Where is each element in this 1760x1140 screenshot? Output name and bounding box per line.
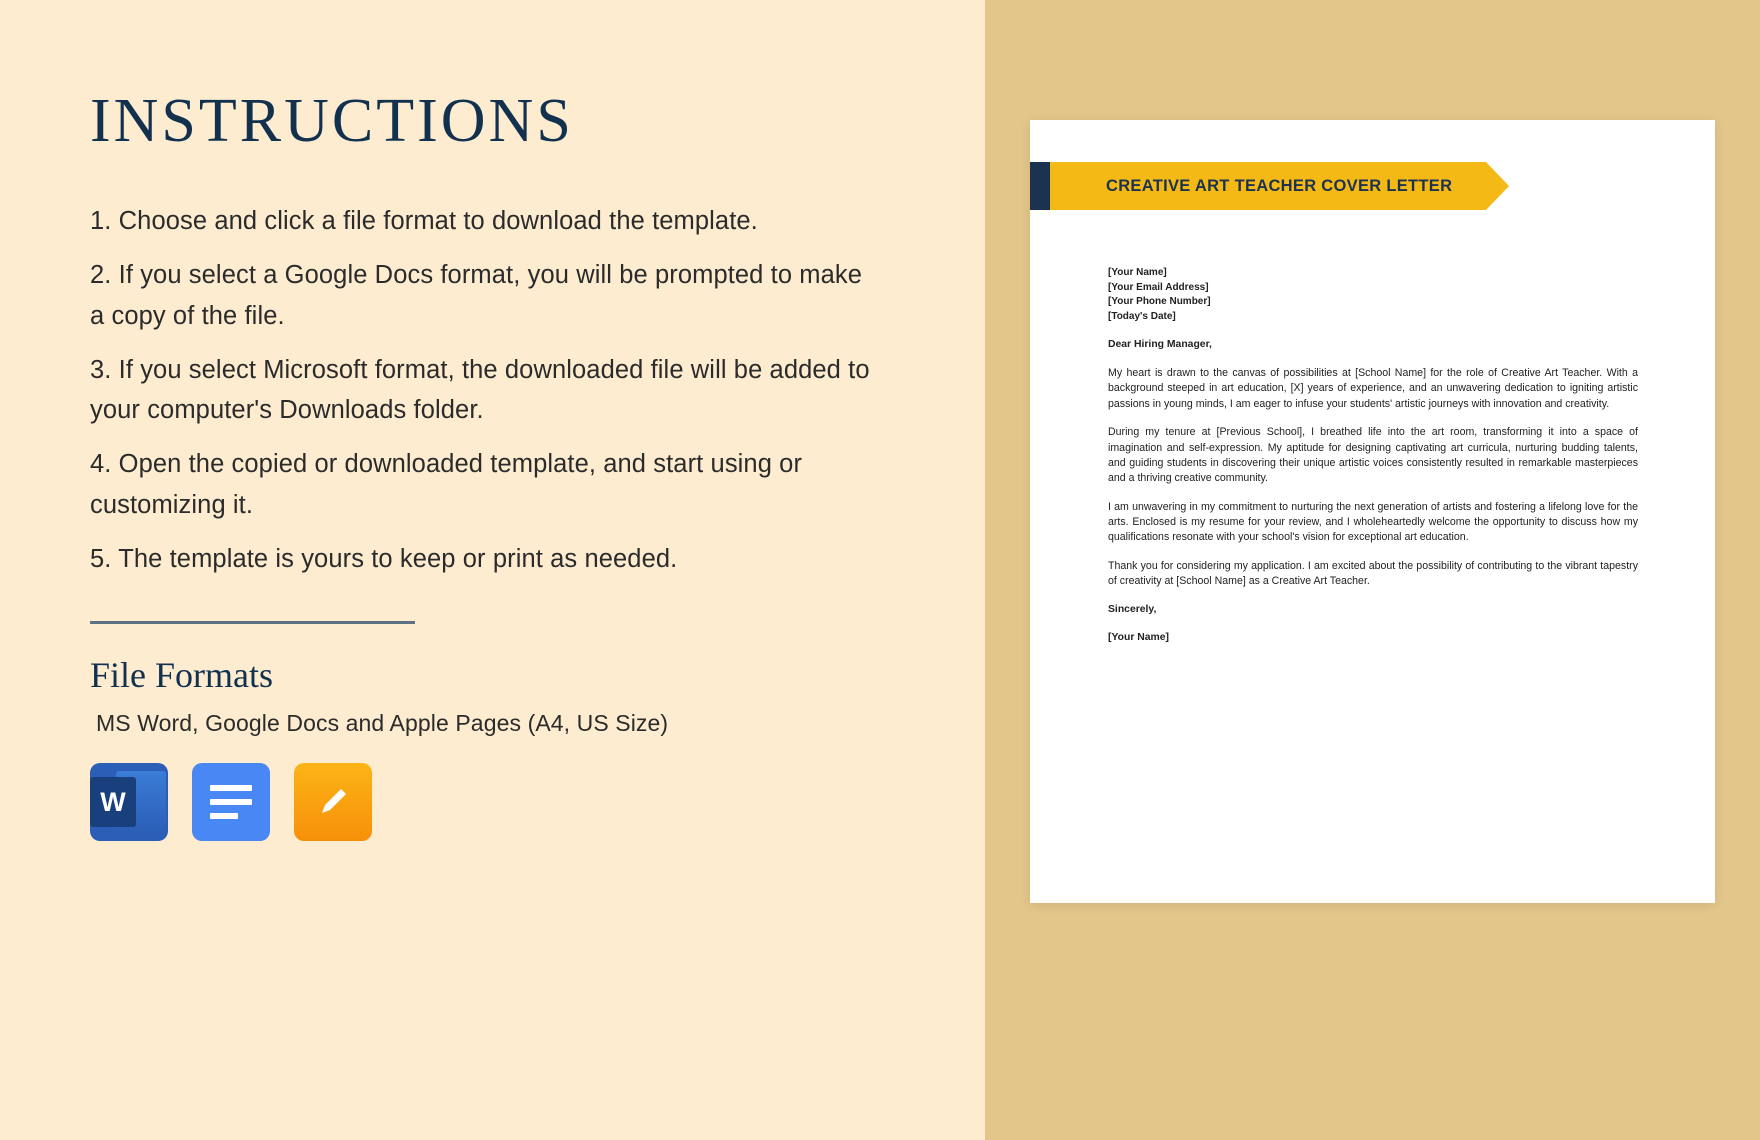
document-title: CREATIVE ART TEACHER COVER LETTER xyxy=(1106,176,1453,195)
page-title: INSTRUCTIONS xyxy=(90,87,574,155)
signature-name: [Your Name] xyxy=(1108,632,1170,644)
docs-line xyxy=(210,785,252,791)
letter-date: [Today's Date] xyxy=(1108,310,1176,322)
list-item: 5. The template is yours to keep or print as needed. xyxy=(90,544,678,573)
file-formats-subtitle: MS Word, Google Docs and Apple Pages (A4, US Size) xyxy=(96,710,669,737)
ms-word-icon[interactable] xyxy=(90,763,168,841)
docs-line xyxy=(210,813,238,819)
file-format-icon-row xyxy=(90,763,985,841)
letter-paragraph: Thank you for considering my application. I am excited about the possibility of contributing to the vibrant tapestry of creativity at [School Name] as a Creative Art Teacher. xyxy=(1108,559,1638,588)
banner-yellow-block xyxy=(1050,162,1486,210)
list-item: 4. Open the copied or downloaded template, and start using or customizing it. xyxy=(90,450,803,519)
sender-phone: [Your Phone Number] xyxy=(1108,296,1211,307)
sender-name: [Your Name] xyxy=(1108,267,1167,278)
banner-navy-block xyxy=(1030,162,1050,210)
letter-body xyxy=(1108,266,1638,646)
google-docs-icon[interactable] xyxy=(192,763,270,841)
salutation: Dear Hiring Manager, xyxy=(1108,339,1212,350)
docs-line xyxy=(210,799,252,805)
sender-details xyxy=(1108,266,1638,324)
sign-off: Sincerely, xyxy=(1108,604,1157,616)
list-item: 2. If you select a Google Docs format, you will be prompted to make a copy of the file. xyxy=(90,261,863,330)
list-item: 1. Choose and click a file format to download the template. xyxy=(90,207,758,235)
letter-paragraph: I am unwavering in my commitment to nurturing the next generation of artists and fostering a lifelong love for the arts. Enclosed is my resume for your review, and I wholeheartedly welcome the opportunity to discuss how my qualifications resonate with your school's vision for exceptional art education. xyxy=(1108,500,1638,544)
sender-email: [Your Email Address] xyxy=(1108,281,1209,293)
section-divider xyxy=(90,621,415,624)
instruction-steps-list xyxy=(90,201,985,579)
cover-letter-document[interactable] xyxy=(1030,120,1715,903)
letter-paragraph: My heart is drawn to the canvas of possibilities at [School Name] for the role of Creative Art Teacher. With a background steeped in art education, [X] years of experience, and an unwavering dedication to igniting artistic passions in young minds, I am eager to infuse your students' artistic journeys with innovation and creativity. xyxy=(1108,367,1638,410)
word-letter: W xyxy=(90,777,136,827)
letter-paragraph: During my tenure at [Previous School], I breathed life into the art room, transforming it into a space of imagination and self-expression. My aptitude for designing captivating art curricula, nurturing budding talents, and guiding students in discovering their unique artistic voices consistently resulted in remarkable masterpieces and a thriving creative community. xyxy=(1108,426,1638,485)
file-formats-heading: File Formats xyxy=(90,655,274,696)
document-banner xyxy=(1030,162,1486,210)
list-item: 3. If you select Microsoft format, the downloaded file will be added to your computer's Downloads folder. xyxy=(90,355,870,425)
document-preview-panel xyxy=(985,0,1760,1140)
pen-icon xyxy=(316,783,352,819)
apple-pages-icon[interactable] xyxy=(294,763,372,841)
